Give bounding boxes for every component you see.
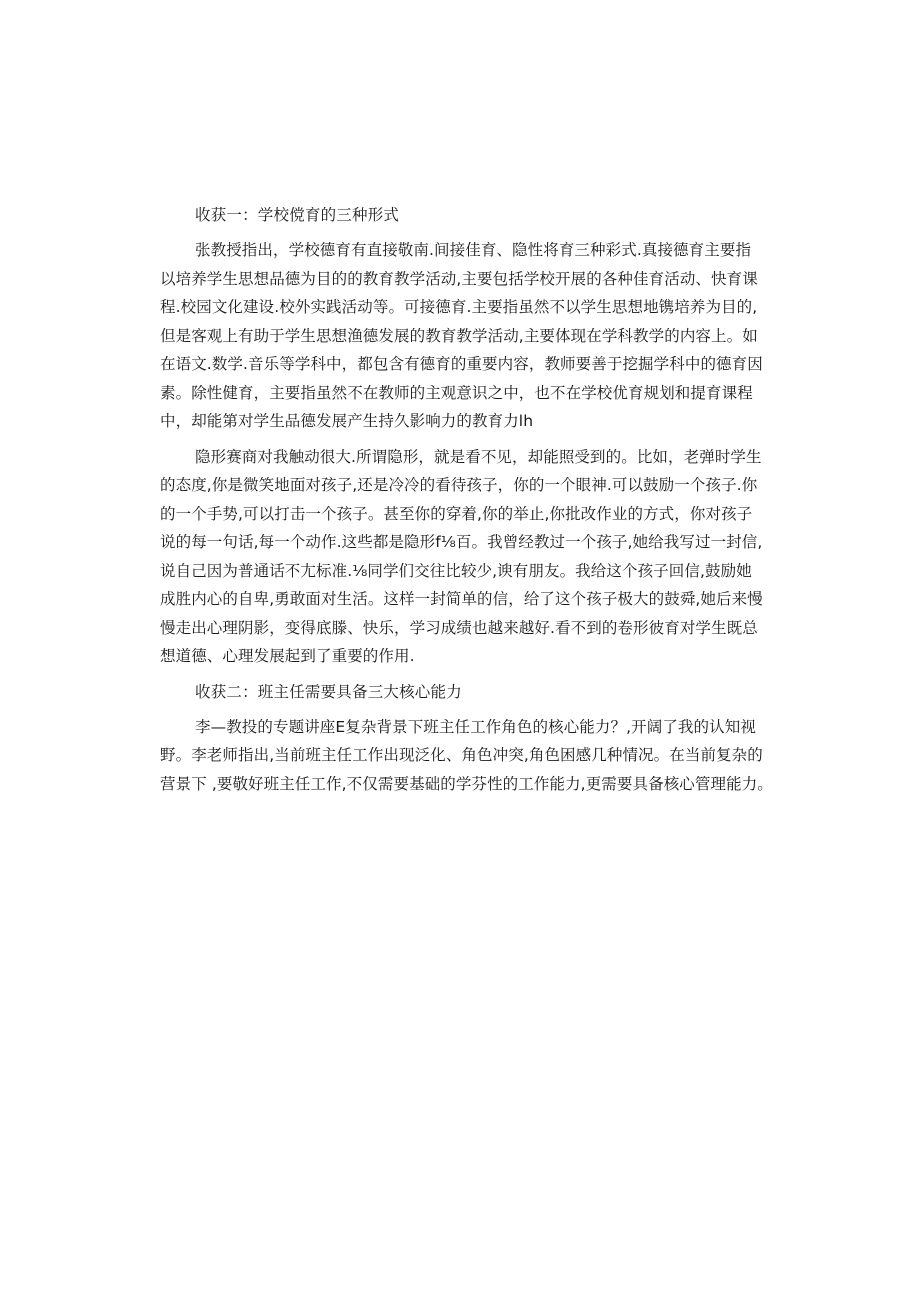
paragraph-line: 素。除性健育，主要指虽然不在教师的主观意识之中，也不在学校优育规划和提育课程 bbox=[160, 383, 753, 402]
paragraph-line: 野。李老师指出,当前班主任工作出现泛化、角色冲突,角色困感几种情况。在当前复杂的 bbox=[160, 746, 763, 764]
paragraph-line: 的态度,你是微笑地面对孩子,还是冷冷的看待孩子，你的一个眼神.可以鼓励一个孩子.你 bbox=[160, 476, 758, 494]
paragraph-line: 但是客观上有助于学生思想渔德发展的教育教学活动,主要体现在学科教学的内容上。如 bbox=[160, 326, 758, 345]
paragraph-line: 以培养学生思想品德为目的的教育教学活动,主要包括学校开展的各种佳育活动、快育课 bbox=[160, 269, 758, 288]
paragraph-line: 营景下 ,要敬好班主任工作,不仅需要基础的学芬性的工作能力,更需要具备核心管理能力。 bbox=[160, 774, 773, 793]
paragraph-line: 在语文.数学.音乐等学科中，都包含有德育的重要内容，教师要善于挖掘学科中的德育因 bbox=[160, 355, 763, 373]
paragraph-line: 张教授指出，学校德育有直接敬南.间接佳育、隐性将育三种彩式.真接德育主要指 bbox=[195, 241, 752, 259]
document-body bbox=[160, 201, 773, 805]
paragraph-3 bbox=[160, 713, 773, 799]
paragraph-line: 想道德、心理发展起到了重要的作用. bbox=[160, 647, 415, 665]
paragraph-1 bbox=[160, 236, 763, 436]
paragraph-line: 说自己因为普通话不尢标准.⅛同学们交往比较少,谀有朋友。我给这个孩子回信,鼓励她 bbox=[160, 561, 752, 580]
paragraph-line: 程.校园文化建设.校外实践活动等。可接德育.主要指虽然不以学生思想地镌培养为目的, bbox=[160, 298, 758, 316]
paragraph-2 bbox=[160, 443, 763, 671]
paragraph-line: 李—教投的专题讲座E复杂背景下班主任工作角色的核心能力？,开阔了我的认知视 bbox=[195, 717, 756, 736]
section-heading-1: 收获一：学校傥育的三种形式 bbox=[195, 206, 400, 224]
paragraph-line: 的一个手势,可以打击一个孩子。甚至你的穿着,你的举止,你批改作业的方式，你对孩子 bbox=[160, 504, 753, 523]
paragraph-line: 成胜内心的自卑,勇敢面对生活。这样一封简单的信，给了这个孩子极大的鼓舜,她后来慢 bbox=[160, 590, 763, 608]
paragraph-line: 慢走出心理阴影，变得底滕、快乐，学习成绩也越来越好.看不到的卷形彼育对学生既总 bbox=[160, 618, 758, 637]
paragraph-line: 说的每一句话,每一个动作.这些都是隐形f⅛百。我曾经教过一个孩子,她给我写过一封信, bbox=[160, 533, 763, 551]
section-heading-2: 收获二：班主任需要具备三大核心能力 bbox=[195, 682, 462, 701]
paragraph-line: 中，却能第对学生品德发展产生持久影响力的教育力lh bbox=[160, 412, 534, 430]
paragraph-line: 隐形赛商对我触动很大.所谓隐形，就是看不见，却能照受到的。比如，老弹时学生 bbox=[195, 447, 762, 466]
